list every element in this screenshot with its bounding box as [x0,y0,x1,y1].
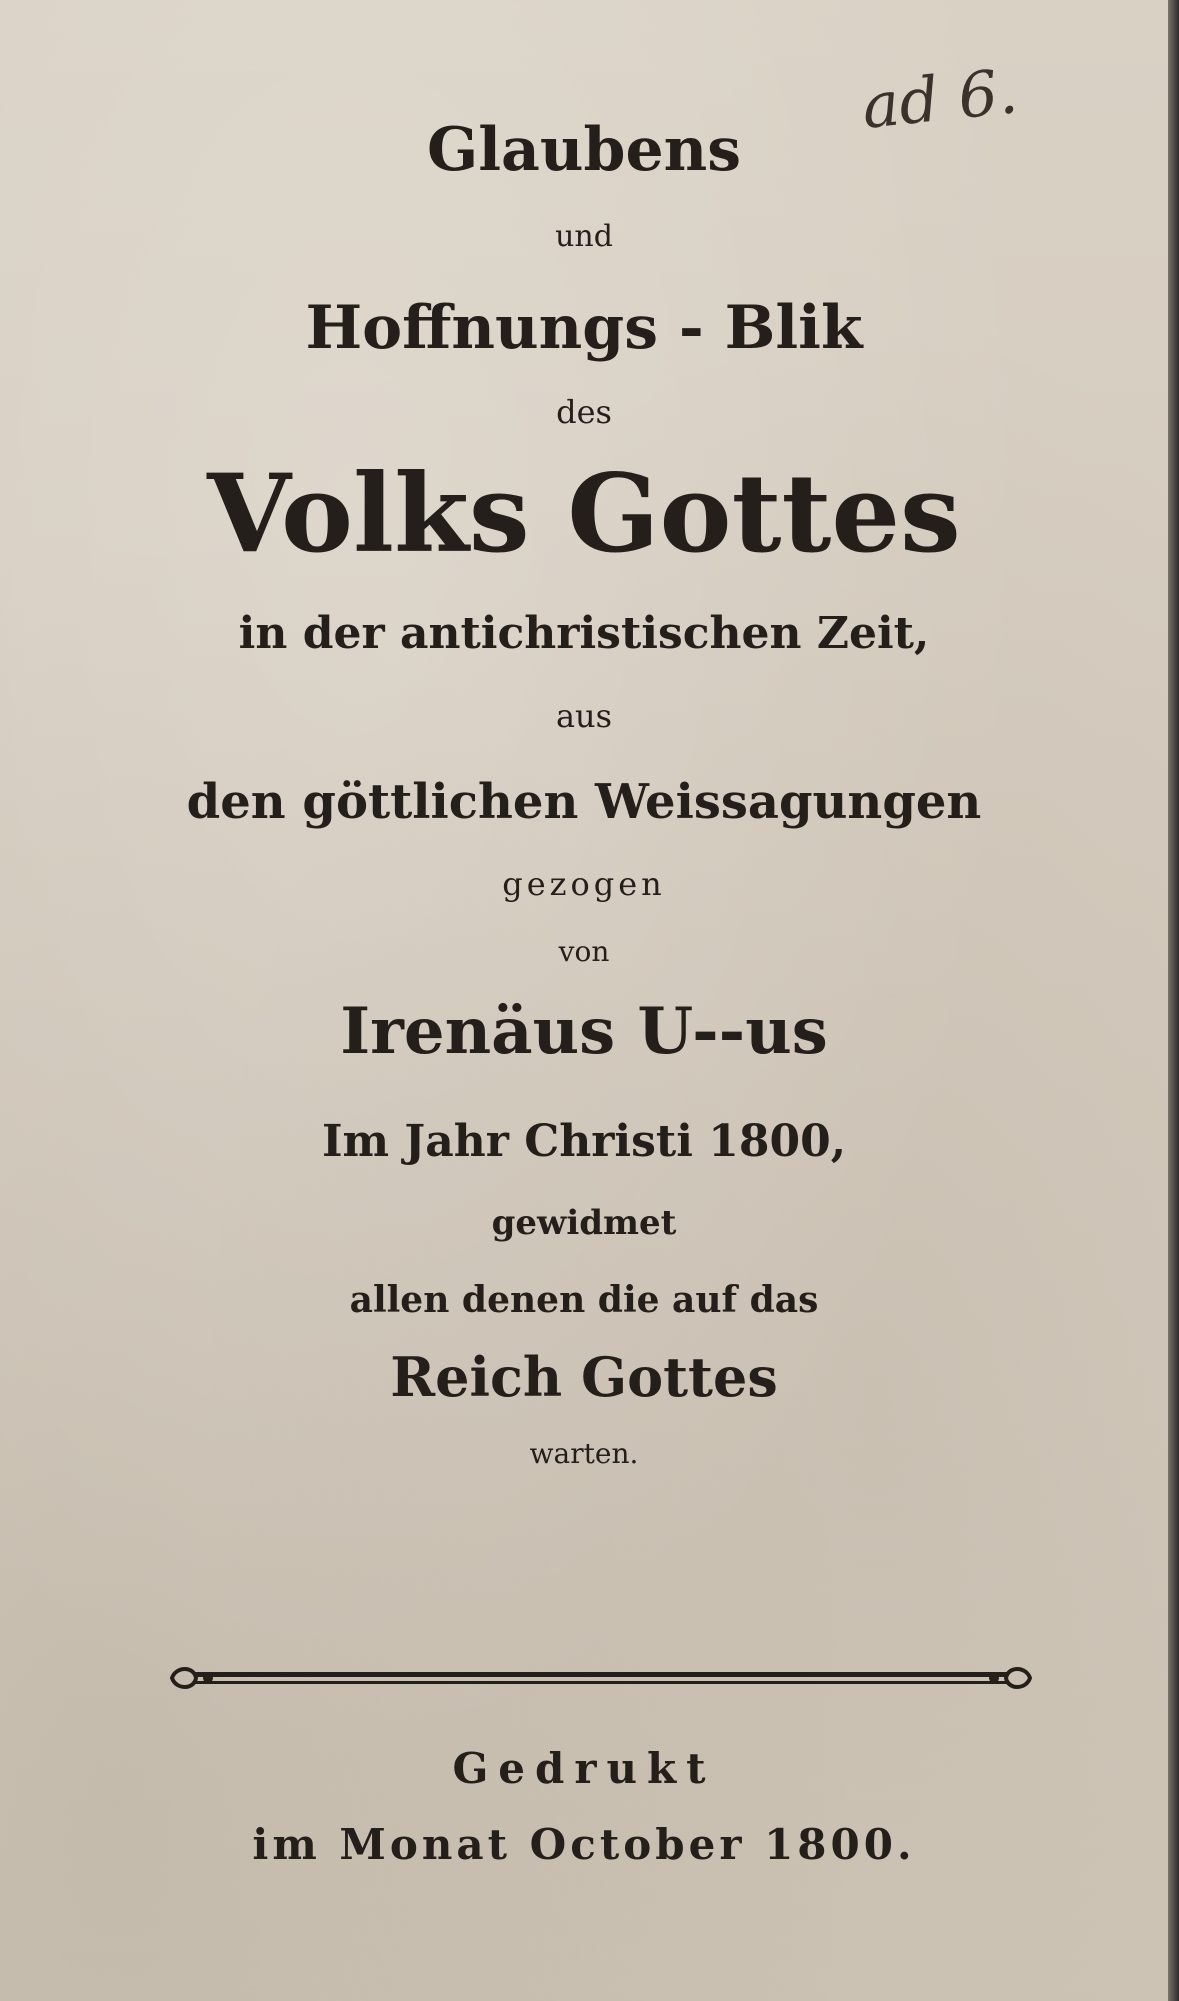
title-line-glaubens: Glaubens [426,115,742,185]
title-line-von: von [558,935,610,968]
handwritten-note: ad 6. [858,54,1021,143]
page-edge-shadow [1168,0,1179,2001]
title-line-aus: aus [555,697,613,735]
title-line-weissagungen: den göttlichen Weissagungen [186,774,982,830]
title-line-allen-denen: allen denen die auf das [349,1279,819,1321]
title-line-gezogen: gezogen [502,865,666,903]
author-name: Irenäus U--us [340,994,828,1069]
imprint-gedrukt: Gedrukt [452,1744,716,1793]
imprint-date: im Monat October 1800. [252,1820,916,1869]
title-line-reich-gottes: Reich Gottes [390,1345,778,1409]
title-line-gewidmet: gewidmet [491,1203,677,1243]
title-line-und: und [555,219,613,254]
title-line-volks-gottes: Volks Gottes [207,451,961,577]
title-line-des: des [556,393,612,431]
title-line-hoffnungs-blik: Hoffnungs - Blik [305,293,863,363]
title-line-antichristischen-zeit: in der antichristischen Zeit, [238,608,930,659]
decorative-rule [168,1660,1034,1696]
title-line-warten: warten. [529,1437,639,1470]
year-line: Im Jahr Christi 1800, [321,1116,847,1167]
